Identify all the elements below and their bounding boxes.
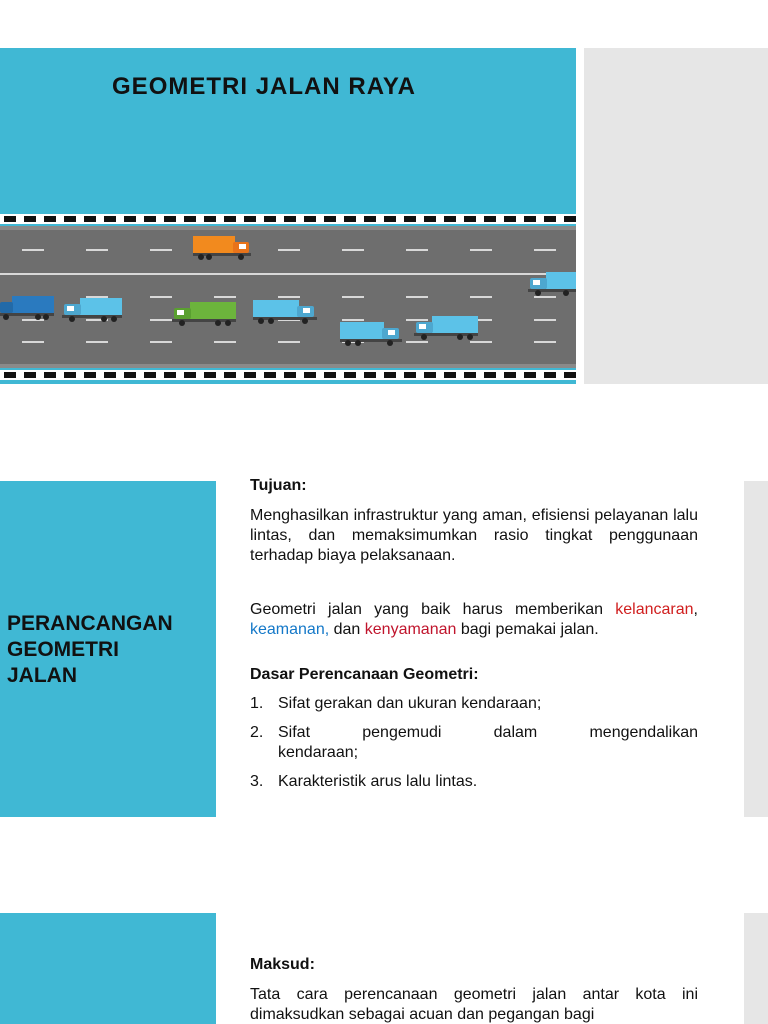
list-item-number: 1. [250,695,264,712]
checker-block [464,372,476,378]
section-title-line: GEOMETRI [7,638,120,661]
checker-block [524,216,536,222]
keyword-keamanan: keamanan, [250,621,330,638]
checker-block [564,216,576,222]
maksud-heading: Maksud: [250,956,315,973]
tujuan-heading: Tujuan: [250,477,307,494]
list-item-text: Sifat gerakan dan ukuran kendaraan; [278,695,542,712]
list-item-text-line: Sifat pengemudi dalam mengendalikan [278,724,698,741]
checker-block [264,216,276,222]
checker-block [324,372,336,378]
checker-block [344,216,356,222]
comma-text: , [693,601,698,618]
checker-block [44,216,56,222]
checker-block [124,372,136,378]
list-item-text: Karakteristik arus lalu lintas. [278,773,478,790]
checker-block [4,216,16,222]
checker-block [444,372,456,378]
checker-block [124,216,136,222]
checker-block [424,372,436,378]
checker-block [444,216,456,222]
checker-block [524,372,536,378]
list-item-text-line: kendaraan; [278,744,359,761]
checker-block [184,216,196,222]
dasar-list [250,694,698,792]
checker-block [304,216,316,222]
checker-block [304,372,316,378]
section-title-line: PERANCANGAN [7,612,173,635]
checker-block [164,216,176,222]
checker-block [244,372,256,378]
checker-block [224,372,236,378]
top-checker-pattern [4,216,576,222]
bottom-checker-pattern [4,372,576,378]
list-item-number: 2. [250,724,264,741]
checker-block [324,216,336,222]
checker-block [284,372,296,378]
section-title-panel [0,913,216,1024]
list-item [250,723,698,763]
checker-block [224,216,236,222]
checker-block [64,216,76,222]
checker-block [44,372,56,378]
tujuan-paragraph: Menghasilkan infrastruktur yang aman, efisiensi pelayanan lalu lintas, dan memaksimumkan rasio tingkat penggunaan terhadap biaya pelaksanaan. [250,507,698,564]
checker-block [364,216,376,222]
checker-block [84,372,96,378]
checker-block [284,216,296,222]
checker-block [104,216,116,222]
title-slide-side-panel [584,48,768,384]
slide-body [250,476,698,801]
section-title [7,611,212,689]
keyword-kenyamanan: kenyamanan [364,621,457,638]
checker-block [64,372,76,378]
slide-body [250,955,698,1024]
checker-block [364,372,376,378]
checker-block [424,216,436,222]
checker-block [24,372,36,378]
list-item [250,772,698,792]
checker-block [384,216,396,222]
checker-block [84,216,96,222]
checker-block [464,216,476,222]
list-item [250,694,698,714]
checker-block [404,216,416,222]
checker-block [144,216,156,222]
checker-block [4,372,16,378]
checker-block [484,216,496,222]
dan-text: dan [333,621,361,638]
checker-block [24,216,36,222]
dasar-heading: Dasar Perencanaan Geometri: [250,666,479,683]
maksud-paragraph: Tata cara perencanaan geometri jalan antar kota ini dimaksudkan sebagai acuan dan pegangan bagi [250,986,698,1023]
geometri-text-end: bagi pemakai jalan. [460,621,599,638]
slide-title: GEOMETRI JALAN RAYA [112,73,416,100]
checker-block [104,372,116,378]
geometri-paragraph [250,600,698,640]
keyword-kelancaran: kelancaran [615,601,694,618]
checker-block [484,372,496,378]
checker-block [544,372,556,378]
checker-block [404,372,416,378]
highway-illustration [0,214,576,380]
checker-block [184,372,196,378]
list-item-text [278,723,698,763]
checker-block [144,372,156,378]
section-title-line: JALAN [7,664,78,687]
checker-block [204,216,216,222]
checker-block [564,372,576,378]
checker-block [504,216,516,222]
checker-block [264,372,276,378]
checker-block [544,216,556,222]
next-slide-edge [744,481,768,817]
geometri-text-start: Geometri jalan yang baik harus memberikan [250,601,603,618]
checker-block [244,216,256,222]
checker-block [164,372,176,378]
list-item-number: 3. [250,773,264,790]
next-slide-edge [744,913,768,1024]
checker-block [204,372,216,378]
checker-block [344,372,356,378]
checker-block [504,372,516,378]
checker-block [384,372,396,378]
road-divider-line [0,273,576,275]
